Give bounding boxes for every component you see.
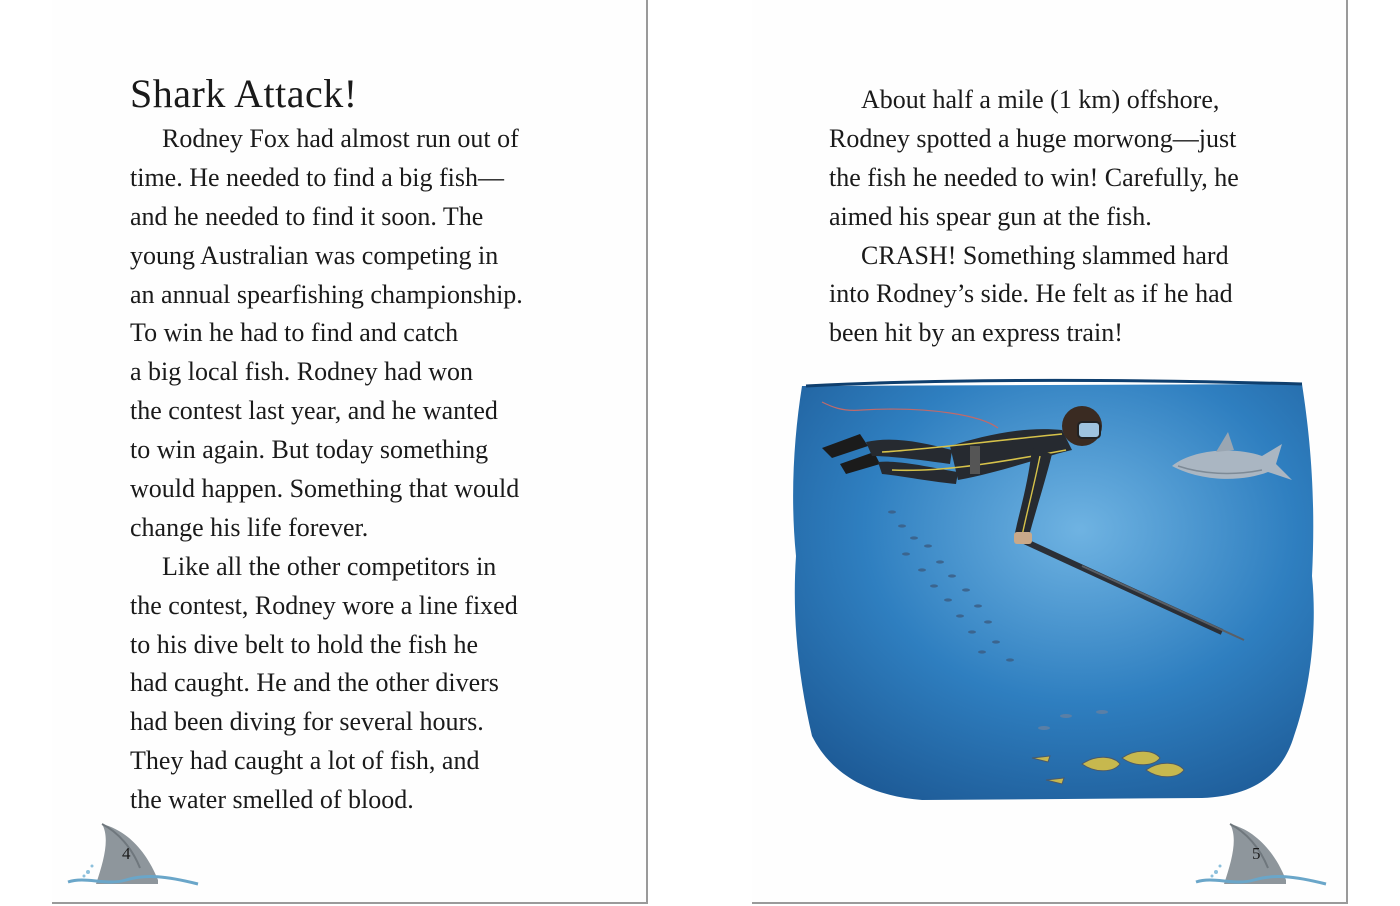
text-line: a big local fish. Rodney had won [130,357,473,387]
diver-with-spear-gun-and-shark-illustration [782,376,1322,806]
text-line: young Australian was competing in [130,240,499,270]
text-line: change his life forever. [130,512,369,542]
page-number: 4 [122,844,131,863]
text-line: the contest last year, and he wanted [130,396,498,426]
left-page [52,0,648,904]
text-line: Rodney spotted a huge morwong—just [829,123,1237,153]
text-line: CRASH! Something slammed hard [861,240,1229,270]
shark-fin-icon [1194,820,1334,890]
text-line: They had caught a lot of fish, and [130,746,480,776]
page-number: 5 [1252,844,1261,863]
text-line: time. He needed to find a big fish— [130,162,505,192]
text-line: to his dive belt to hold the fish he [130,629,479,659]
right-page-body [829,81,1329,353]
text-line: and he needed to find it soon. The [130,201,484,231]
text-line: would happen. Something that would [130,474,520,504]
left-page-body [130,120,630,820]
text-line: To win he had to find and catch [130,318,459,348]
shark-fin-icon [66,820,206,890]
chapter-title: Shark Attack! [130,71,358,116]
right-page [752,0,1348,904]
text-line: Rodney Fox had almost run out of [162,124,519,153]
text-line: the fish he needed to win! Carefully, he [829,162,1239,192]
text-line: the water smelled of blood. [130,785,414,815]
text-line: to win again. But today something [130,435,489,465]
text-line: into Rodney’s side. He felt as if he had [829,279,1233,309]
text-line: Like all the other competitors in [162,551,497,581]
text-line: had been diving for several hours. [130,707,484,737]
text-line: had caught. He and the other divers [130,668,499,698]
text-line: aimed his spear gun at the fish. [829,201,1152,231]
text-line: the contest, Rodney wore a line fixed [130,590,518,620]
text-line: an annual spearfishing championship. [130,279,523,309]
text-line: About half a mile (1 km) offshore, [861,85,1220,114]
text-line: been hit by an express train! [829,318,1123,348]
